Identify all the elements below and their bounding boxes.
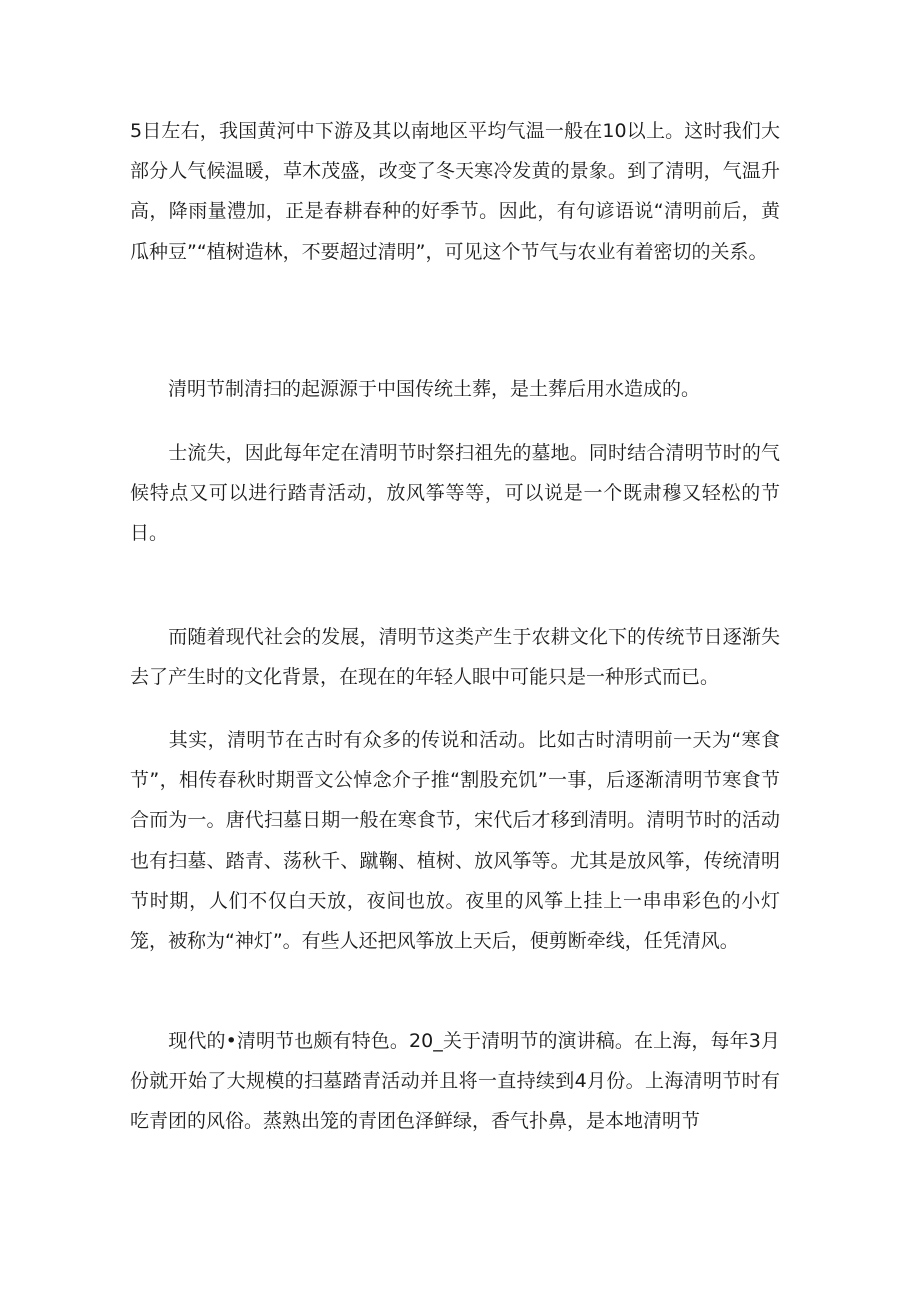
paragraph-4: 而随着现代社会的发展，清明节这类产生于农耕文化下的传统节日逐渐失去了产生时的文化背景，在现在的年轻人眼中可能只是一种形式而已。 <box>130 626 780 689</box>
paragraph-2: 清明节制清扫的起源源于中国传统土葬，是土葬后用水造成的。 <box>130 378 701 400</box>
paragraph-3: 士流失，因此每年定在清明节时祭扫祖先的墓地。同时结合清明节时的气候特点又可以进行踏青活动，放风筝等等，可以说是一个既肃穆又轻松的节日。 <box>130 442 780 545</box>
paragraph-5: 其实，清明节在古时有众多的传说和活动。比如古时清明前一天为“寒食节”，相传春秋时期晋文公悼念介子推“割股充饥”一事，后逐渐清明节寒食节合而为一。唐代扫墓日期一般在寒食节，宋代后才移到清明。清明节时的活动也有扫墓、踏青、荡秋千、蹴鞠、植树、放风筝等。尤其是放风筝，传统清明节时期，人们不仅白天放，夜间也放。夜里的风筝上挂上一串串彩色的小灯笼，被称为“神灯”。有些人还把风筝放上天后，便剪断牵线，任凭清风。 <box>130 729 780 953</box>
paragraph-6: 现代的•清明节也颇有特色。20_关于清明节的演讲稿。在上海，每年3月份就开始了大规模的扫墓踏青活动并且将一直持续到4月份。上海清明节时有吃青团的风俗。蒸熟出笼的青团色泽鲜绿，香气扑鼻，是本地清明节 <box>130 1030 780 1133</box>
paragraph-1: 5日左右，我国黄河中下游及其以南地区平均气温一般在10以上。这时我们大部分人气候温暖，草木茂盛，改变了冬天寒冷发黄的景象。到了清明，气温升高，降雨量澧加，正是春耕春种的好季节。因此，有句谚语说“清明前后，黄瓜种豆”“植树造林，不要超过清明”，可见这个节气与农业有着密切的关系。 <box>130 120 780 263</box>
